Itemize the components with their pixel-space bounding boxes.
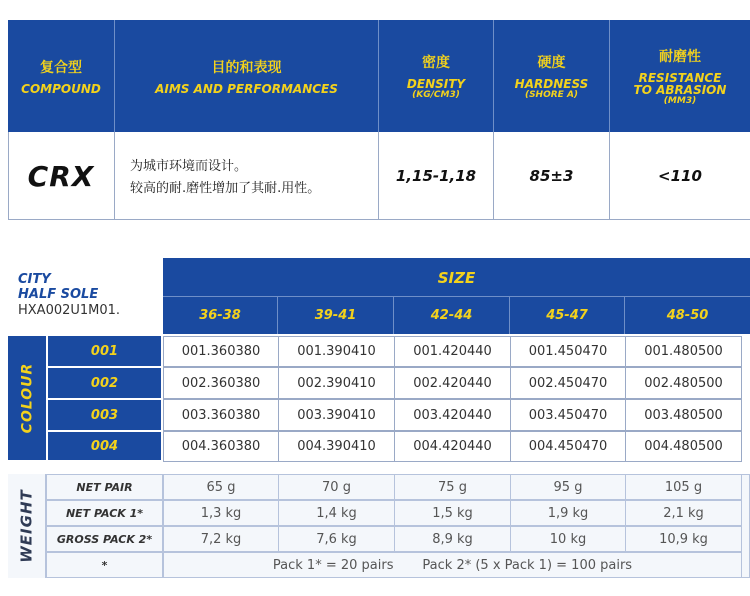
table-cell: 004.420440 (394, 431, 511, 462)
product-line-2: HALF SOLE (18, 287, 99, 302)
header-compound-en: COMPOUND (21, 82, 101, 96)
weight-row-label-net-pack: NET PACK 1* (46, 500, 163, 526)
table-cell: 002.450470 (510, 367, 626, 399)
table-cell: 003.480500 (625, 399, 742, 431)
header-abrasion-en2: TO ABRASION (633, 82, 727, 97)
weight-label-cell (8, 474, 46, 578)
aims-line-2: 较高的耐.磨性增加了其耐.用性。 (130, 181, 321, 196)
header-hardness-cn: 硬度 (537, 54, 566, 71)
colour-code-002: 002 (48, 368, 161, 398)
table-cell: 001.450470 (510, 336, 626, 367)
colour-code-004: 004 (48, 432, 161, 460)
table-cell: 002.360380 (163, 367, 279, 399)
colour-code-003: 003 (48, 400, 161, 430)
table-cell: 001.420440 (394, 336, 511, 367)
table-cell: 10,9 kg (625, 526, 742, 552)
table-cell: 001.360380 (163, 336, 279, 367)
product-code: HXA002U1M01. (18, 303, 121, 318)
table-cell: 003.450470 (510, 399, 626, 431)
table-cell: 65 g (163, 474, 279, 500)
size-col-48-50: 48-50 (666, 308, 709, 323)
table-cell: 1,5 kg (394, 500, 511, 526)
size-col-45-47: 45-47 (510, 297, 625, 334)
table-cell: 10 kg (510, 526, 626, 552)
table-cell: 002.480500 (625, 367, 742, 399)
size-title: SIZE (437, 269, 476, 287)
size-col-36-38: 36-38 (163, 297, 278, 334)
size-col-42-44: 42-44 (394, 297, 510, 334)
compound-name-cell (8, 132, 115, 220)
header-density (379, 20, 494, 132)
header-hardness-unit: (SHORE A) (524, 89, 579, 100)
header-aims (115, 20, 379, 132)
header-density-unit: (KG/CM3) (412, 89, 460, 100)
table-cell: 7,6 kg (278, 526, 395, 552)
table-cell: 004.360380 (163, 431, 279, 462)
header-hardness (494, 20, 610, 132)
table-cell: 004.450470 (510, 431, 626, 462)
table-cell: 8,9 kg (394, 526, 511, 552)
table-cell: 001.480500 (625, 336, 742, 367)
table-cell: 7,2 kg (163, 526, 279, 552)
table-cell: 003.360380 (163, 399, 279, 431)
product-line-1: CITY (18, 272, 51, 287)
aims-line-1: 为城市环境而设计。 (130, 159, 248, 174)
size-col-39-41: 39-41 (278, 297, 394, 334)
table-cell: 003.420440 (394, 399, 511, 431)
compound-name: CRX (27, 159, 95, 193)
table-cell: 004.390410 (278, 431, 395, 462)
table-cell: 003.390410 (278, 399, 395, 431)
header-aims-en: AIMS AND PERFORMANCES (155, 82, 338, 96)
table-cell: 2,1 kg (625, 500, 742, 526)
table-cell: 1,4 kg (278, 500, 395, 526)
table-cell: 1,9 kg (510, 500, 626, 526)
product-label (18, 272, 158, 320)
table-cell: 95 g (510, 474, 626, 500)
weight-row-label-gross-pack: GROSS PACK 2* (46, 526, 163, 552)
header-abrasion-unit: (MM3) (663, 95, 697, 106)
density-cell (379, 132, 494, 220)
density-value: 1,15-1,18 (395, 167, 477, 185)
header-abrasion-cn: 耐磨性 (659, 48, 701, 65)
header-density-cn: 密度 (422, 54, 450, 71)
colour-label: COLOUR (19, 362, 35, 434)
colour-label-cell (8, 336, 46, 460)
header-hardness-en: HARDNESS (514, 76, 589, 91)
header-aims-cn: 目的和表现 (211, 60, 282, 76)
hardness-cell (494, 132, 610, 220)
table-cell: 002.420440 (394, 367, 511, 399)
aims-cell (115, 132, 379, 220)
colour-code-001: 001 (48, 336, 161, 366)
table-cell: 70 g (278, 474, 395, 500)
abrasion-cell (610, 132, 750, 220)
table-cell: 004.480500 (625, 431, 742, 462)
weight-row-label-net-pair: NET PAIR (46, 474, 163, 500)
table-cell: 75 g (394, 474, 511, 500)
table-cell: 105 g (625, 474, 742, 500)
table-cell: 1,3 kg (163, 500, 279, 526)
note-asterisk: * (46, 552, 163, 578)
header-compound-cn: 复合型 (40, 60, 82, 76)
header-abrasion-en: RESISTANCE (638, 70, 722, 85)
header-abrasion (610, 20, 750, 132)
pack-note: Pack 1* = 20 pairs Pack 2* (5 x Pack 1) = 100 pairs (163, 552, 742, 578)
weight-label: WEIGHT (17, 489, 36, 563)
table-cell: 001.390410 (278, 336, 395, 367)
abrasion-value: <110 (658, 167, 702, 185)
header-density-en: DENSITY (406, 76, 466, 91)
size-title-cell (163, 262, 750, 294)
table-cell: 002.390410 (278, 367, 395, 399)
header-compound (8, 20, 115, 132)
hardness-value: 85±3 (529, 167, 574, 185)
